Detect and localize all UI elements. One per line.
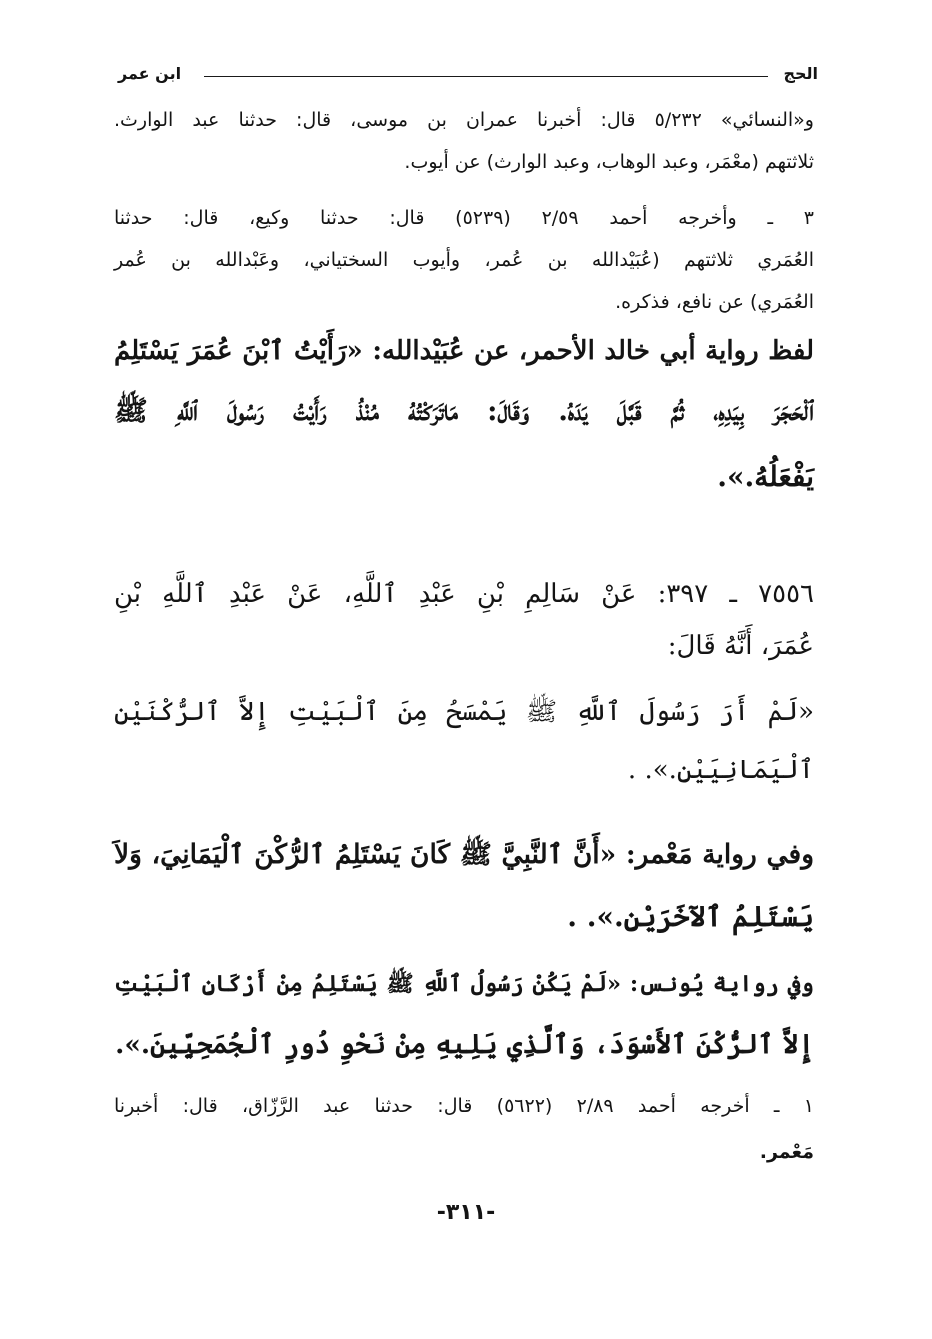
riwaya-line: يَفْعَلُهُ.». — [717, 460, 814, 493]
riwaya-line: إِلاَّ ٱلرُّكْنَ ٱلأَسْوَدَ، وَٱلَّذِي يَلِيهِ مِنْ نَحْوِ دُورِ ٱلْجُمَحِيِّينَ.». — [115, 1029, 814, 1060]
chapter-title: الحج — [783, 64, 818, 83]
note-line: العُمَري) عن نافع، فذكره. — [615, 291, 814, 313]
header-rule — [204, 76, 768, 77]
hadith-line: عُمَرَ، أَنَّهُ قَالَ: — [667, 631, 814, 661]
running-header — [118, 64, 818, 90]
note-line: و«النسائي» ٥/٢٣٢ قال: أخبرنا عمران بن موسى، قال: حدثنا عبد الوارث. — [114, 109, 814, 131]
hadith-matn-line: «لَمْ أَرَ رَسُولَ ٱللَّهِ ﷺ يَمْسَحُ مِنَ ٱلْبَيْتِ إِلاَّ ٱلرُّكْنَيْنِ — [114, 697, 814, 727]
page-number: -٣١١- — [436, 1200, 496, 1225]
section-title: ابن عمر — [118, 64, 182, 83]
riwaya-line: يَسْتَلِمُ ٱلآخَرَيْنِ.». . — [567, 900, 814, 933]
note-line: ثلاثتهم (معْمَر، وعبد الوهاب، وعبد الوارث) عن أيوب. — [404, 151, 814, 173]
note-line: ١ ـ أخرجه أحمد ٢/٨٩ (٥٦٢٢) قال: حدثنا عبد الرَّزّاق، قال: أخبرنا — [114, 1095, 814, 1117]
hadith-matn-line: ٱلْيَمَانِيَيْنِ.». . — [627, 755, 814, 785]
riwaya-line: وفي رواية يُونس: «لَمْ يَكُنْ رَسُولُ ٱللَّهِ ﷺ يَسْتَلِمُ مِنْ أَرْكَانِ ٱلْبَيْتِ — [114, 971, 814, 997]
hadith-number-line: ٧٥٥٦ ـ ٣٩٧: عَنْ سَالِمِ بْنِ عَبْدِ ٱللَّهِ، عَنْ عَبْدِ ٱللَّهِ بْنِ — [114, 579, 814, 609]
note-line: العُمَري ثلاثتهم (عُبَيْدالله بن عُمر، وأيوب السختياني، وعَبْدالله بن عُمر — [114, 249, 814, 271]
riwaya-line: لفظ رواية أبي خالد الأحمر، عن عُبَيْدالله: «رَأَيْتُ ٱبْنَ عُمَرَ يَسْتَلِمُ — [114, 336, 814, 366]
note-line: مَعْمر. — [759, 1141, 814, 1163]
note-line: ٣ ـ وأخرجه أحمد ٢/٥٩ (٥٢٣٩) قال: حدثنا وكيع، قال: حدثنا — [114, 207, 814, 229]
riwaya-line: ٱلْحَجَرَ بِيَدِهِ، ثُمَّ قَبَّلَ يَدَهُ. وَقَالَ: مَاتَرَكْتُهُ مُنْذُ رَأَيْتُ رَسُولَ ٱللَّهِ ﷺ — [114, 394, 814, 427]
riwaya-line: وفي رواية مَعْمر: «أَنَّ ٱلنَّبِيَّ ﷺ كَانَ يَسْتَلِمُ ٱلرُّكْنَ ٱلْيَمَانِيَ، وَلاَ — [114, 839, 814, 870]
